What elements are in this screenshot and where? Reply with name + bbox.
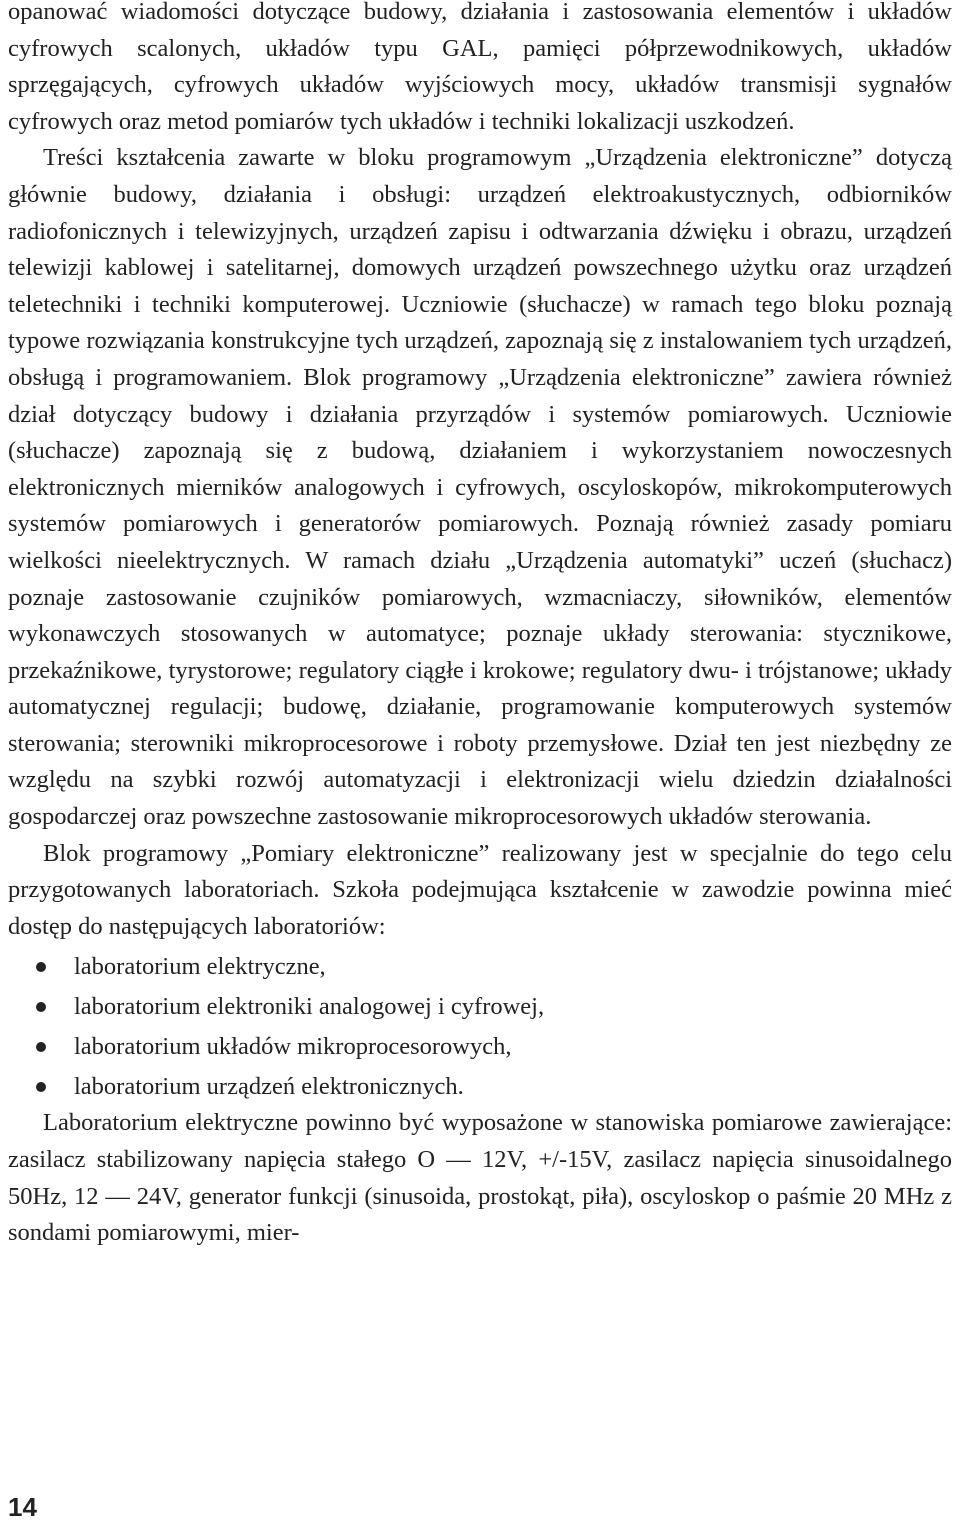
list-item	[8, 1068, 952, 1105]
bullet-icon	[36, 1002, 46, 1012]
list-item-label: laboratorium urządzeń elektronicznych.	[74, 1073, 464, 1101]
paragraph-urzadzenia-elektroniczne: Treści kształcenia zawarte w bloku programowym „Urządzenia elektroniczne” dotyczą głównie budowy, działania i obsługi: urządzeń elektroakustycznych, odbiorników radiofonicznych i telewizyjnych, urządzeń zapisu i odtwarzania dźwięku i obrazu, urządzeń telewizji kablowej i satelitarnej, domowych urządzeń powszechnego użytku oraz urządzeń teletechniki i techniki komputerowej. Uczniowie (słuchacze) w ramach tego bloku poznają typowe rozwiązania konstrukcyjne tych urządzeń, zapoznają się z instalowaniem tych urządzeń, obsługą i programowaniem. Blok programowy „Urządzenia elektroniczne” zawiera również dział dotyczący budowy i działania przyrządów i systemów pomiarowych. Uczniowie (słuchacze) zapoznają się z budową, działaniem i wykorzystaniem nowoczesnych elektronicznych mierników analogowych i cyfrowych, oscyloskopów, mikrokomputerowych systemów pomiarowych i generatorów pomiarowych. Poznają również zasady pomiaru wielkości nieelektrycznych. W ramach działu „Urządzenia automatyki” uczeń (słuchacz) poznaje zastosowanie czujników pomiarowych, wzmacniaczy, siłowników, elementów wykonawczych stosowanych w automatyce; poznaje układy sterowania: stycznikowe, przekaźnikowe, tyrystorowe; regulatory ciągłe i krokowe; regulatory dwu- i trójstanowe; układy automatycznej regulacji; budowę, działanie, programowanie komputerowych systemów sterowania; sterowniki mikroprocesorowe i roboty przemysłowe. Dział ten jest niezbędny ze względu na szybki rozwój automatyzacji i elektronizacji wielu dziedzin działalności gospodarczej oraz powszechne zastosowanie mikroprocesorowych układów sterowania.	[8, 144, 952, 831]
list-item-label: laboratorium elektryczne,	[74, 953, 326, 981]
document-page	[8, 0, 952, 1252]
paragraph-pomiary-elektroniczne: Blok programowy „Pomiary elektroniczne” realizowany jest w specjalnie do tego celu przygotowanych laboratoriach. Szkoła podejmująca kształcenie w zawodzie powinna mieć dostęp do następujących laboratoriów:	[8, 839, 952, 940]
paragraph-intro-continuation: opanować wiadomości dotyczące budowy, działania i zastosowania elementów i układów cyfrowych scalonych, układów typu GAL, pamięci półprzewodnikowych, układów sprzęgających, cyfrowych układów wyjściowych mocy, układów transmisji sygnałów cyfrowych oraz metod pomiarów tych układów i techniki lokalizacji uszkodzeń.	[8, 0, 952, 135]
list-item-label: laboratorium układów mikroprocesorowych,	[74, 1033, 512, 1061]
laboratories-list	[8, 948, 952, 1105]
list-item-label: laboratorium elektroniki analogowej i cyfrowej,	[74, 993, 545, 1021]
list-item	[8, 1028, 952, 1065]
page-number: 14	[8, 1492, 37, 1522]
bullet-icon	[36, 962, 46, 972]
list-item	[8, 988, 952, 1025]
bullet-icon	[36, 1042, 46, 1052]
bullet-icon	[36, 1082, 46, 1092]
paragraph-laboratorium-elektryczne: Laboratorium elektryczne powinno być wyposażone w stanowiska pomiarowe zawierające: zasilacz stabilizowany napięcia stałego O — 12V, +/-15V, zasilacz napięcia sinusoidalnego 50Hz, 12 — 24V, generator funkcji (sinusoida, prostokąt, piła), oscyloskop o paśmie 20 MHz z sondami pomiarowymi, mier-	[8, 1109, 952, 1247]
list-item	[8, 948, 952, 985]
